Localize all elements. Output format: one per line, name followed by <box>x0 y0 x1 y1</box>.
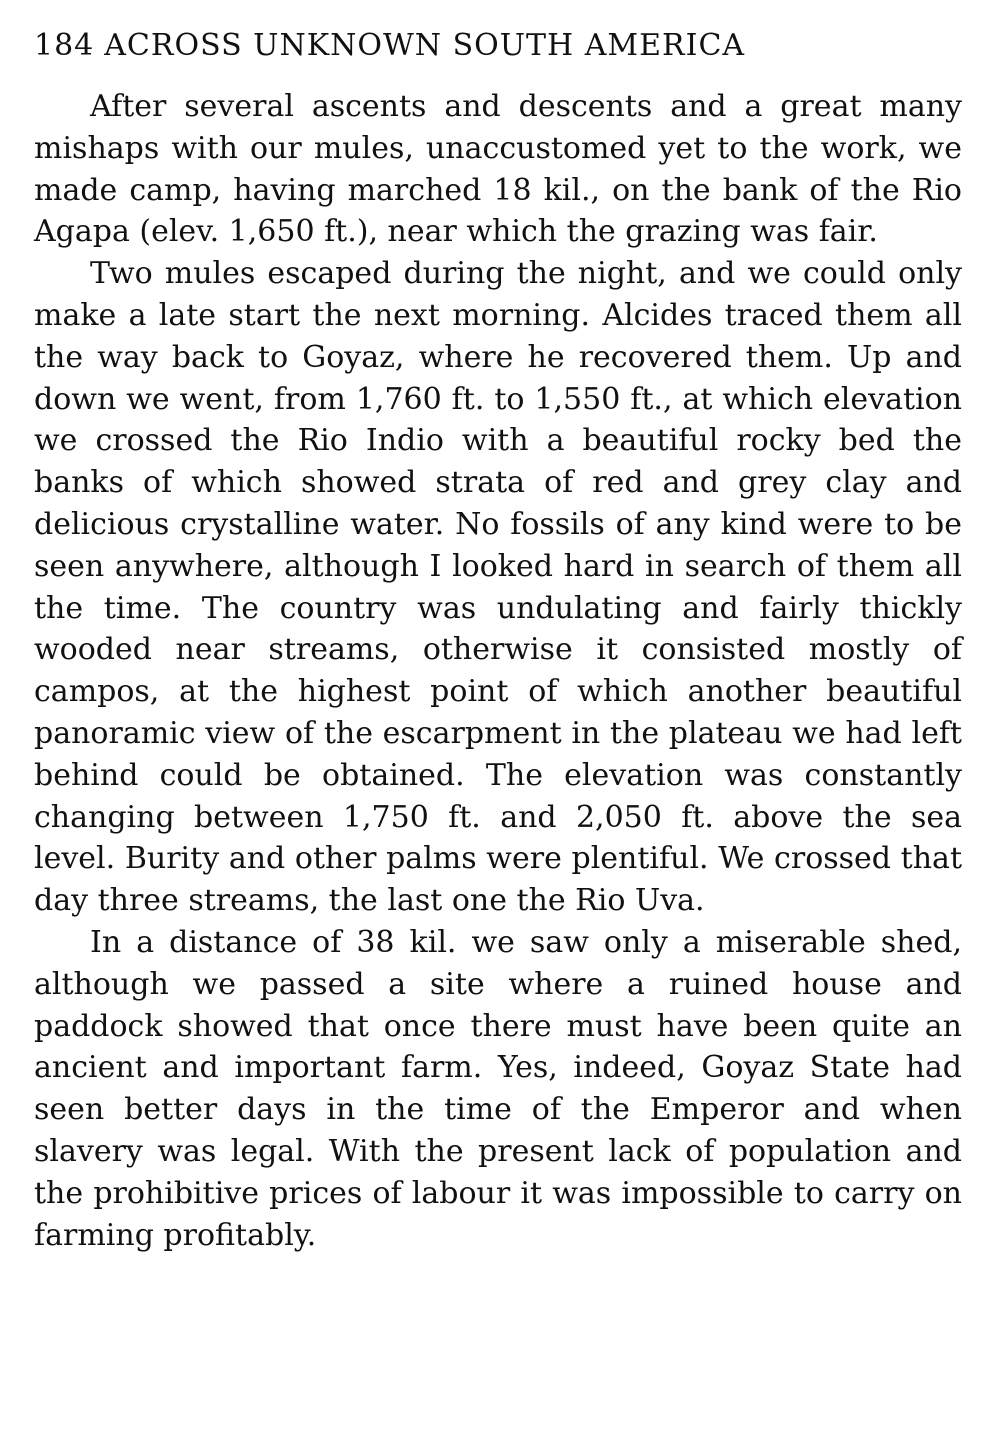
running-header <box>34 22 962 70</box>
paragraph-2: Two mules escaped during the night, and we could only make a late start the next morning. Alcides traced them all the way back to Goyaz, where he recovered them. Up and down we went, from 1,760 ft. to 1,550 ft., at which elevation we crossed the Rio Indio with a beautiful rocky bed the banks of which showed strata of red and grey clay and delicious crystalline water. No fossils of any kind were to be seen anywhere, although I looked hard in search of them all the time. The country was undulating and fairly thickly wooded near streams, otherwise it consisted mostly of campos, at the highest point of which another beautiful panoramic view of the escarpment in the plateau we had left behind could be obtained. The elevation was constantly changing between 1,750 ft. and 2,050 ft. above the sea level. Burity and other palms were plentiful. We crossed that day three streams, the last one the Rio Uva. <box>34 256 962 919</box>
book-page <box>34 22 962 1256</box>
paragraph-3: In a distance of 38 kil. we saw only a miserable shed, although we passed a site where a ruined house and paddock showed that once there must have been quite an ancient and important farm. Yes, indeed, Goyaz State had seen better days in the time of the Emperor and when slavery was legal. With the present lack of population and the prohibitive prices of labour it was impossible to carry on farming profitably. <box>34 924 962 1253</box>
page-number: 184 <box>34 28 95 63</box>
running-title: ACROSS UNKNOWN SOUTH AMERICA <box>104 28 746 63</box>
paragraph-1: After several ascents and descents and a great many mishaps with our mules, unaccustomed yet to the work, we made camp, having marched 18 kil., on the bank of the Rio Agapa (elev. 1,650 ft.), near which the grazing was fair. <box>34 89 962 250</box>
